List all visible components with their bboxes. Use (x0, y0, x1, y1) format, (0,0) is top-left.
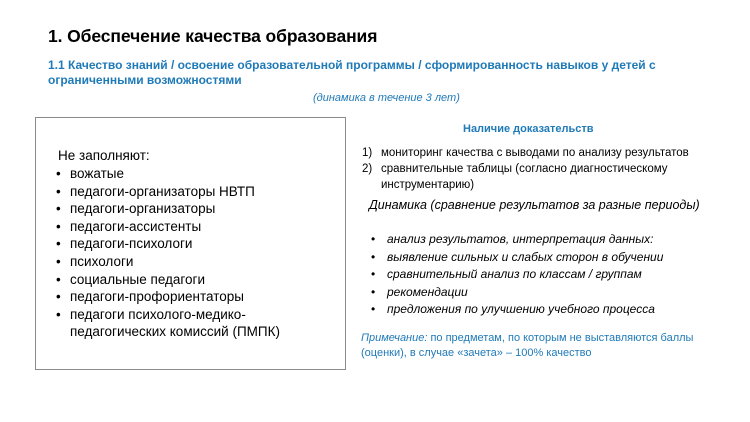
not-filled-heading: Не заполняют: (58, 148, 150, 163)
not-filled-box (35, 117, 346, 370)
list-item: • предложения по улучшению учебного процесса (368, 301, 728, 319)
dynamics-period-note: (динамика в течение 3 лет) (313, 92, 460, 104)
list-item: • психологи (54, 253, 334, 271)
list-item: • педагоги-профориентаторы (54, 288, 334, 306)
dynamics-heading: Динамика (сравнение результатов за разные периоды) (369, 198, 700, 212)
footnote-label: Примечание: (361, 332, 428, 344)
list-item: • педагоги-организаторы НВТП (54, 183, 334, 201)
list-item: • выявление сильных и слабых сторон в обучении (368, 249, 728, 267)
dynamics-list (368, 231, 728, 319)
list-item: • сравнительный анализ по классам / группам (368, 266, 728, 284)
list-item: • педагоги-ассистенты (54, 218, 334, 236)
list-item: • педагоги психолого-медико-педагогических комиссий (ПМПК) (54, 306, 334, 341)
item-text: сравнительные таблицы (согласно диагностическому инструментарию) (381, 163, 668, 191)
not-filled-list (54, 165, 334, 341)
footnote (361, 331, 701, 361)
list-item (362, 161, 722, 193)
item-number: 1) (362, 147, 373, 159)
list-item: • анализ результатов, интерпретация данных: (368, 231, 728, 249)
item-number: 2) (362, 163, 373, 175)
section-subtitle: 1.1 Качество знаний / освоение образовательной программы / сформированность навыков у детей с ограниченными возможностями (48, 58, 656, 87)
list-item: • социальные педагоги (54, 271, 334, 289)
footnote-text: по предметам, по которым не выставляются баллы (оценки), в случае «зачета» – 100% качество (361, 332, 694, 359)
item-text: мониторинг качества с выводами по анализу результатов (381, 147, 689, 159)
list-item: • рекомендации (368, 284, 728, 302)
evidence-heading: Наличие доказательств (463, 123, 594, 135)
evidence-list (362, 145, 722, 193)
list-item: • педагоги-психологи (54, 235, 334, 253)
list-item: • педагоги-организаторы (54, 200, 334, 218)
list-item: • вожатые (54, 165, 334, 183)
page-title: 1. Обеспечение качества образования (48, 26, 378, 46)
list-item (362, 145, 722, 161)
